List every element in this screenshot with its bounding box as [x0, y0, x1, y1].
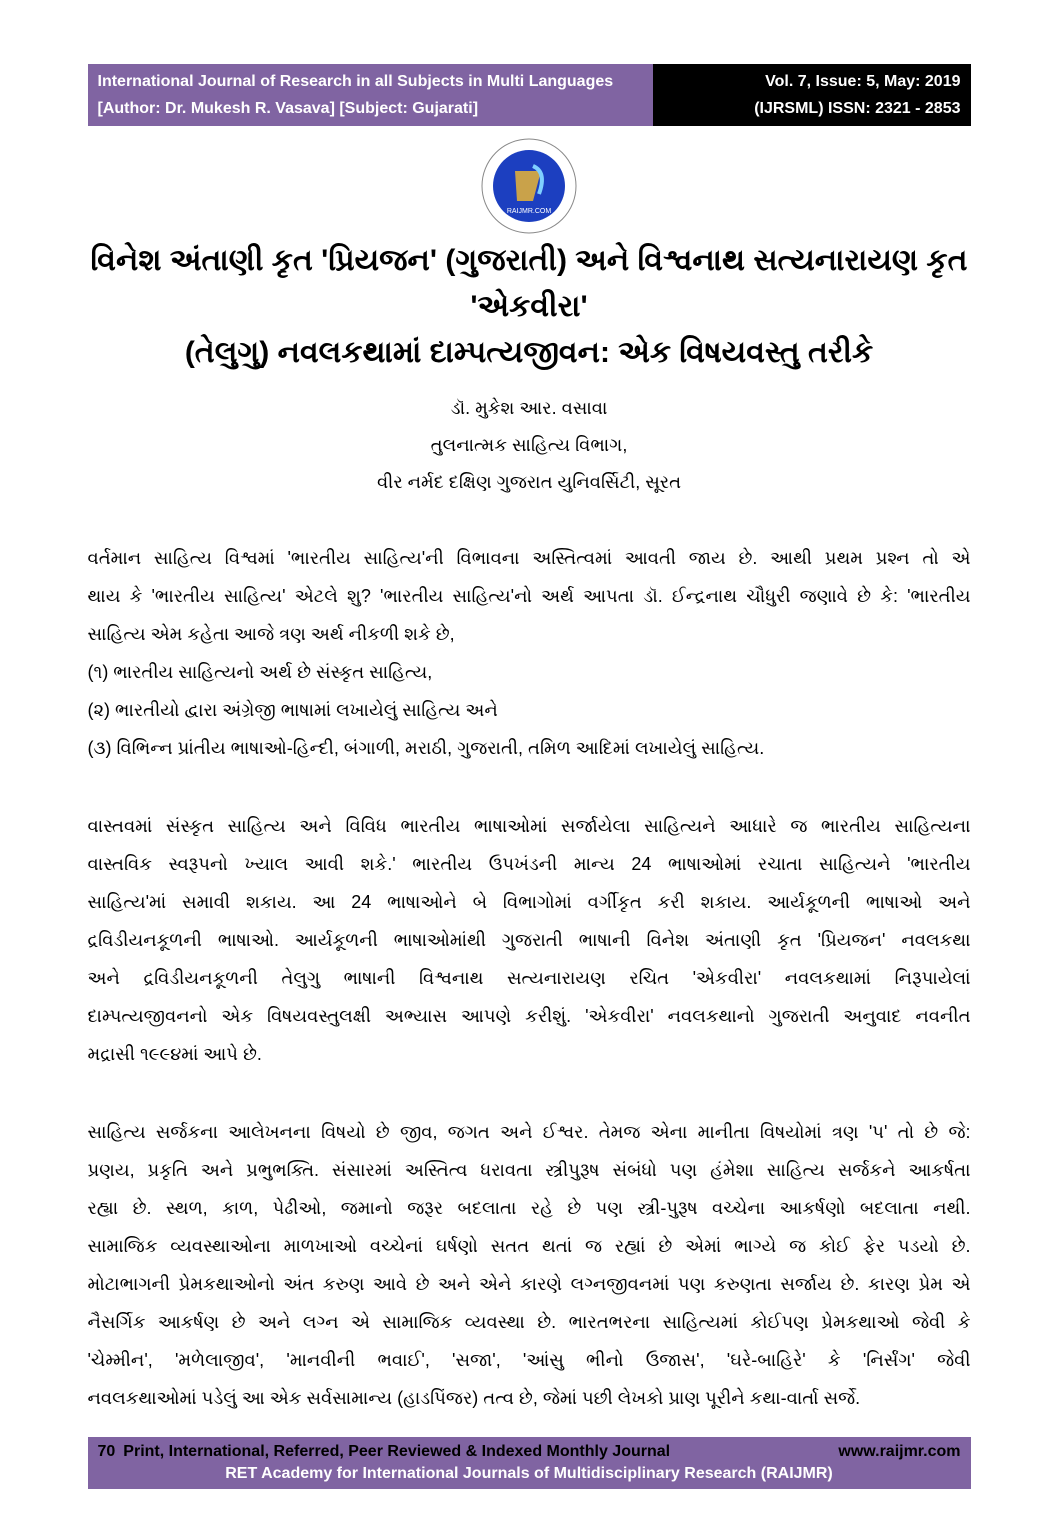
list-item: (૨) ભારતીયો દ્વારા અંગ્રેજી ભાષામાં લખાયેલું સાહિત્ય અને	[87, 700, 498, 720]
text-line: સાહિત્ય સર્જકના આલેખનના વિષયો છે જીવ, જગત અને ઈશ્વર. તેમજ એના માનીતા વિષયોમાં ત્રણ 'પ' તો છે જે:	[87, 1122, 971, 1142]
footer-tagline: Print, International, Referred, Peer Reviewed & Indexed Monthly Journal	[123, 1443, 671, 1460]
list-item: (૧) ભારતીય સાહિત્યનો અર્થ છે સંસ્કૃત સાહિત્ય,	[87, 662, 433, 682]
text-line: સાહિત્ય'માં સમાવી શકાય. આ 24 ભાષાઓને બે વિભાગોમાં વર્ગીકૃત કરી શકાય. આર્યકૂળની ભાષાઓ અને	[87, 892, 971, 912]
page-number: 70	[97, 1443, 116, 1460]
article-title	[88, 238, 971, 376]
paragraph-1	[88, 539, 971, 767]
author-name: ડૉ. મુકેશ આર. વસાવા	[450, 398, 608, 418]
journal-header	[88, 64, 971, 126]
text-line: વાસ્તવિક સ્વરૂપનો ખ્યાલ આવી શકે.' ભારતીય ઉપખંડની માન્ય 24 ભાષાઓમાં રચાતા સાહિત્યને 'ભારતીય	[87, 854, 971, 874]
footer-tagline-group	[98, 1441, 671, 1463]
text-line: મદ્રાસી ૧૯૯૪માં આપે છે.	[87, 1044, 262, 1064]
title-line-2: (તેલુગુ) નવલકથામાં દામ્પત્યજીવન: એક વિષયવસ્તુ તરીકે	[184, 336, 874, 369]
paragraph-2	[88, 807, 971, 1073]
text-line: થાય કે 'ભારતીય સાહિત્ય' એટલે શુ? 'ભારતીય સાહિત્ય'નો અર્થ આપતા ડૉ. ઈન્દ્રનાથ ચૌધુરી જણાવે છે કે: 'ભારતીય	[87, 586, 971, 606]
journal-footer	[88, 1437, 971, 1489]
journal-name: International Journal of Research in all Subjects in Multi Languages	[97, 73, 614, 90]
text-line: સાહિત્ય એમ કહેતા આજે ત્રણ અર્થ નીકળી શકે છે,	[87, 624, 455, 644]
list-item: (૩) વિભિન્ન પ્રાંતીય ભાષાઓ-હિન્દી, બંગાળી, મરાઠી, ગુજરાતી, તમિળ આદિમાં લખાયેલું સાહિત્ય.	[87, 738, 765, 758]
page	[88, 0, 971, 1535]
text-line: અને દ્રવિડીયનકૂળની તેલુગુ ભાષાની વિશ્વનાથ સત્યનારાયણ રચિત 'એકવીરા' નવલકથામાં નિરૂપાયેલાં	[87, 968, 971, 988]
issn: (IJRSML) ISSN: 2321 - 2853	[754, 100, 961, 117]
text-line: દ્રવિડીયનકૂળની ભાષાઓ. આર્યકૂળની ભાષાઓમાંથી ગુજરાતી ભાષાની વિનેશ અંતાણી કૃત 'પ્રિયજન' નવલકથા	[87, 930, 971, 950]
text-line: દામ્પત્યજીવનનો એક વિષયવસ્તુલક્ષી અભ્યાસ આપણે કરીશું. 'એકવીરા' નવલકથાનો ગુજરાતી અનુવાદ નવનીત	[87, 1006, 971, 1026]
author-university: વીર નર્મદ દક્ષિણ ગુજરાત યુનિવર્સિટી, સૂરત	[376, 472, 682, 492]
text-line: સામાજિક વ્યવસ્થાઓના માળખાઓ વચ્ચેનાં ઘર્ષણો સતત થતાં જ રહ્યાં છે એમાં ભાગ્યે જ કોઈ ફેર પડયો છે.	[87, 1236, 971, 1256]
svg-text:RAIJMR.COM: RAIJMR.COM	[506, 208, 552, 215]
text-line: નવલકથાઓમાં પડેલું આ એક સર્વસામાન્ય (હાડપિંજર) તત્વ છે, જેમાં પછી લેખકો પ્રાણ પૂરીને કથા-વાર્તા સર્જે.	[87, 1388, 861, 1408]
spacer	[88, 1417, 971, 1437]
paragraph-3	[88, 1113, 971, 1417]
header-right	[653, 64, 971, 126]
footer-website-link[interactable]: www.raijmr.com	[838, 1443, 961, 1460]
volume-issue: Vol. 7, Issue: 5, May: 2019	[765, 73, 961, 90]
footer-tagline-row	[98, 1441, 961, 1463]
author-department: તુલનાત્મક સાહિત્ય વિભાગ,	[430, 435, 628, 455]
text-line: 'ચેમ્મીન', 'મળેલાજીવ', 'માનવીની ભવાઈ', 'સજા', 'આંસુ ભીનો ઉજાસ', 'ઘરે-બાહિરે' કે 'નિર્સંગ' જેવી	[87, 1350, 971, 1370]
title-line-1: વિનેશ અંતાણી કૃત 'પ્રિયજન' (ગુજરાતી) અને વિશ્વનાથ સત્યનારાયણ કૃત 'એકવીરા'	[90, 244, 968, 323]
text-line: નૈસર્ગિક આકર્ષણ છે અને લગ્ન એ સામાજિક વ્યવસ્થા છે. ભારતભરના સાહિત્યમાં કોઈપણ પ્રેમકથાઓ જેવી કે	[87, 1312, 971, 1332]
text-line: વાસ્તવમાં સંસ્કૃત સાહિત્ય અને વિવિધ ભારતીય ભાષાઓમાં સર્જાયેલા સાહિત્યને આધારે જ ભારતીય સાહિત્યના	[87, 816, 971, 836]
text-line: પ્રણય, પ્રકૃતિ અને પ્રભુભક્તિ. સંસારમાં અસ્તિત્વ ધરાવતા સ્ત્રીપુરૂષ સંબંધો પણ હંમેશા સાહિત્ય સર્જકને આકર્ષતા	[87, 1160, 971, 1180]
header-left	[88, 64, 653, 126]
journal-logo	[471, 136, 587, 236]
text-line: રહ્યા છે. સ્થળ, કાળ, પેઢીઓ, જમાનો જરૂર બદલાતા રહે છે પણ સ્ત્રી-પુરૂષ વચ્ચેના આકર્ષણો બદલાતા નથી.	[87, 1198, 971, 1218]
text-line: વર્તમાન સાહિત્ય વિશ્વમાં 'ભારતીય સાહિત્ય'ની વિભાવના અસ્તિત્વમાં આવતી જાય છે. આથી પ્રથમ પ્રશ્ન તો એ	[87, 548, 971, 568]
author-subject: [Author: Dr. Mukesh R. Vasava] [Subject: Gujarati]	[97, 100, 479, 117]
text-line: મોટાભાગની પ્રેમકથાઓનો અંત કરુણ આવે છે અને એને કારણે લગ્નજીવનમાં પણ કરુણતા સર્જાય છે. કારણ પ્રેમ એ	[87, 1274, 971, 1294]
footer-publisher: RET Academy for International Journals of Multidisciplinary Research (RAIJMR)	[225, 1465, 833, 1482]
author-block	[88, 390, 971, 501]
